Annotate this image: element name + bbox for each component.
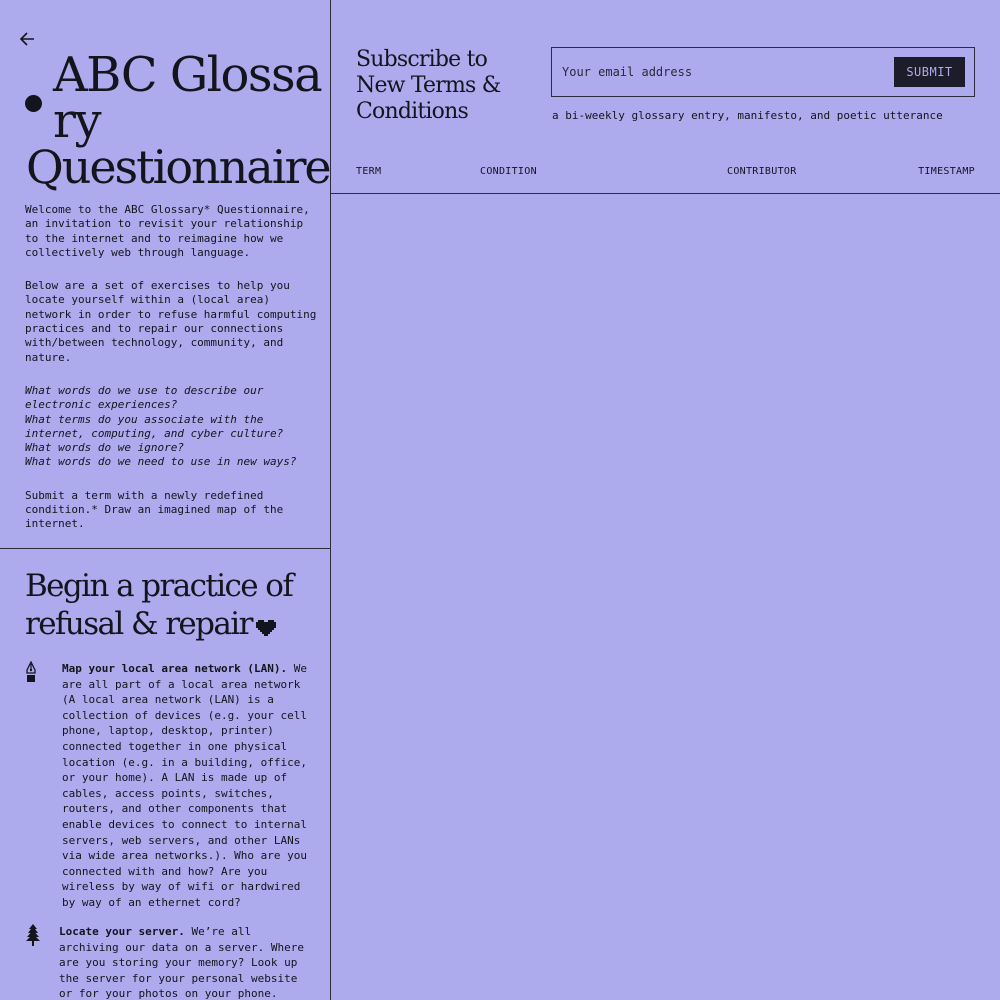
- intro-questions: [25, 384, 320, 470]
- intro-text: [25, 203, 320, 551]
- question: What words do we ignore?: [25, 441, 184, 455]
- intro-paragraph: Welcome to the ABC Glossary* Questionnaire, an invitation to revisit your relationship to the internet and to reimagine how we collectively web through language.: [25, 203, 310, 259]
- tree-icon: [25, 924, 41, 946]
- glossary-table-body: [331, 195, 1000, 1000]
- intro-paragraph: Below are a set of exercises to help you locate yourself within a (local area) network in order to refuse harmful computing practices and to repair our connections with/between technology, community, and nature.: [25, 279, 317, 364]
- pen-nib-icon: [25, 661, 37, 683]
- subscribe-caption: a bi-weekly glossary entry, manifesto, and poetic utterance: [552, 109, 943, 122]
- heart-icon: [256, 618, 276, 636]
- question: What words do we need to use in new ways?: [25, 455, 297, 469]
- column-header-term[interactable]: TERM: [356, 166, 382, 177]
- practice-title: Begin a practice of refusal & repair: [25, 568, 293, 642]
- item-heading: Map your local area network (LAN).: [62, 662, 288, 675]
- submit-button[interactable]: SUBMIT: [894, 57, 965, 87]
- email-input[interactable]: [552, 48, 887, 96]
- column-header-timestamp[interactable]: TIMESTAMP: [918, 166, 975, 177]
- column-header-condition[interactable]: CONDITION: [480, 166, 537, 177]
- left-column: [0, 0, 331, 1000]
- practice-item-lan: [25, 661, 315, 911]
- practice-item-server: [25, 924, 315, 1000]
- back-arrow-icon[interactable]: [17, 29, 37, 49]
- glossary-table-header: [331, 160, 1000, 194]
- page-title: ABC Glossa ry Questionnaire: [26, 47, 330, 194]
- item-heading: Locate your server.: [59, 925, 185, 938]
- subscribe-heading: Subscribe to New Terms & Conditions: [356, 47, 501, 124]
- question: What words do we use to describe our electronic experiences?: [25, 383, 264, 412]
- column-header-contributor[interactable]: CONTRIBUTOR: [727, 166, 797, 177]
- intro-panel: [0, 0, 330, 549]
- item-text: We’re all archiving our data on a server. Where are you storing your memory? Look up the server for your personal website or for your photos on your phone.: [59, 925, 305, 1000]
- practice-panel: [0, 550, 330, 1000]
- question: What terms do you associate with the internet, computing, and cyber culture?: [25, 412, 284, 440]
- item-text: We are all part of a local area network (A local area network (LAN) is a collection of devices (e.g. your cell phone, laptop, desktop, printer) connected together in one physical location (e.g. in a building, office, or your home). A LAN is made up of cables, access points, switches, routers, and other components that enable devices to connect to internal servers, web servers, and other LANs via wide area networks.). Who are you connected with and how? Are you wireless by way of wifi or hardwired by way of an ethernet cord?: [62, 662, 308, 909]
- subscribe-form: [551, 47, 975, 97]
- intro-closing: Submit a term with a newly redefined condition.* Draw an imagined map of the internet.: [25, 488, 284, 531]
